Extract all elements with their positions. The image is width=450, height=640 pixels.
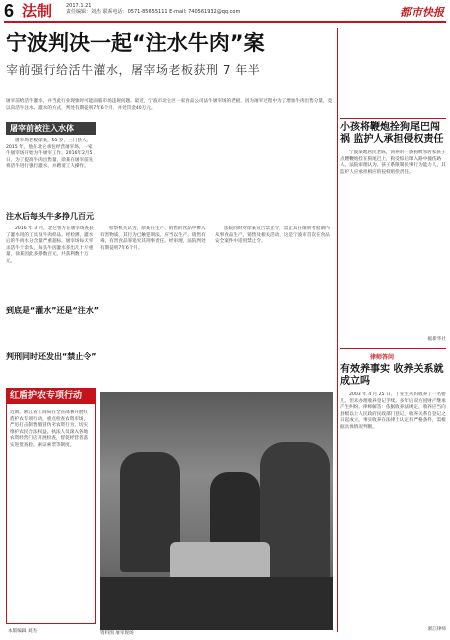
photo-caption: 资料图 屠宰现场 <box>100 631 134 636</box>
section-subtitle: 注水后每头牛多挣几百元 <box>6 212 94 221</box>
right-source: 浙江律师 <box>427 627 446 632</box>
photo-stand <box>100 577 333 630</box>
body-paragraph: 检察机关认为，徐某在生产、销售的食品中掺入有害物质，其行为已触犯刑法，应当以生产、销售有毒、有害食品罪追究其刑事责任。经审理，法院判处有期徒刑7年6个月。 <box>100 226 206 251</box>
body-paragraph: 屠宰场老板徐某，65 岁，三门县人。2015 年，他在北仑承包经营屠宰场，一家牛屠宰场开始为牛屠宰工作。2016年2月5日，为了提高牛肉出售量，徐某在屠宰前先将活牛进行强行灌水，并聘请工人操作。 <box>6 138 94 169</box>
issue-date: 2017.1.21 <box>66 3 92 9</box>
section-bar: 屠宰前被注入水体 <box>6 122 96 135</box>
editor-contact: 责任编辑：刘杰 联系电话：0571-85655111 E-mail: 740561932@qq.com <box>66 9 241 15</box>
news-photo <box>100 392 333 630</box>
red-box-title: 红盾护农专项行动 <box>6 388 96 404</box>
page-number: 6 <box>4 1 15 21</box>
body-paragraph: 法院同时对徐某宣告禁止令，禁止其在缓刑考验期内从事食品生产、销售及相关活动，这是宁波市首次在食品安全案件中适用禁止令。 <box>215 226 330 244</box>
page-editor: 本版编辑 刘杰 <box>8 629 38 634</box>
section-subtitle: 判刑同时还发出“禁止令” <box>6 352 97 361</box>
section-name: 法制 <box>22 2 53 20</box>
main-headline: 宁波判决一起“注水牛肉”案 <box>6 31 265 55</box>
page-header <box>4 2 446 20</box>
right-body: 宁波某地居民老陈，饲养的一条狗被邻居家孩子点燃鞭炮拴在狗尾巴上，狗受惊后窜入路中撞伤路人。法院审理认为，孩子系限制民事行为能力人，其监护人应承担相应的侵权赔偿责任。 <box>340 150 446 175</box>
right-tag: 律师答问 <box>370 354 395 361</box>
right-headline: 有效养事实 收养关系就成立吗 <box>340 364 444 387</box>
header-meta <box>66 3 240 15</box>
lead-paragraph: 屠宰前给活牛灌水，并当此行业现象时可能面临市场违规问题。最近，宁波市北仑区一家食品公司法牛屠宰场的老板，因为屠宰过程中为了增加牛肉出售分量，竟以向活牛注水、灌水的方式，判处有期徒刑7年6个月，并处罚金40万元。 <box>6 99 333 111</box>
right-headline: 小孩将鞭炮拴狗尾巴闯祸 监护人承担侵权责任 <box>340 122 444 145</box>
right-rule <box>340 118 446 119</box>
column-divider <box>337 28 338 632</box>
body-paragraph: 2016 年 3 月，北仑警方在屠宰场查获了灌水用的工具及牛肉样品。经检测，灌水后的牛肉水分含量严重超标，屠宰场每天宰杀活牛十余头，每头牛因灌水多出几十斤重量，徐某因此多挣数百元，共获利数十万元。 <box>6 226 94 264</box>
right-body: 2003 年 4 月 25 日，丁先生夫妇收养了一名婴儿，但未办理收养登记手续。多年后双方因财产继承产生纠纷。律师解答：依据收养法规定，收养应当向县级以上人民政府民政部门登记，收养关系自登记之日起成立。事实收养在法律上认定有严格条件，需根据具体情况判断。 <box>340 392 446 430</box>
main-subhead: 宰前强行给活牛灌水，屠宰场老板获刑 7 年半 <box>6 63 261 77</box>
header-rule <box>4 21 446 23</box>
section-subtitle: 到底是“灌水”还是“注水” <box>6 306 100 315</box>
photo-meat <box>170 542 270 582</box>
right-source: 据新华社 <box>427 337 446 342</box>
red-box-body: 近期，浙江省工商局在全省部署开展红盾护农专项行动，重点检查农资市场，严厉打击制售假冒伪劣农资行为，切实维护农民合法权益。执法人员深入各地农资经营门店开展检查，督促经营者落实进货查验、索证索票等制度。 <box>10 410 89 448</box>
paper-logo: 都市快报 <box>400 6 444 19</box>
photo-person <box>260 442 330 582</box>
right-rule <box>340 348 446 349</box>
